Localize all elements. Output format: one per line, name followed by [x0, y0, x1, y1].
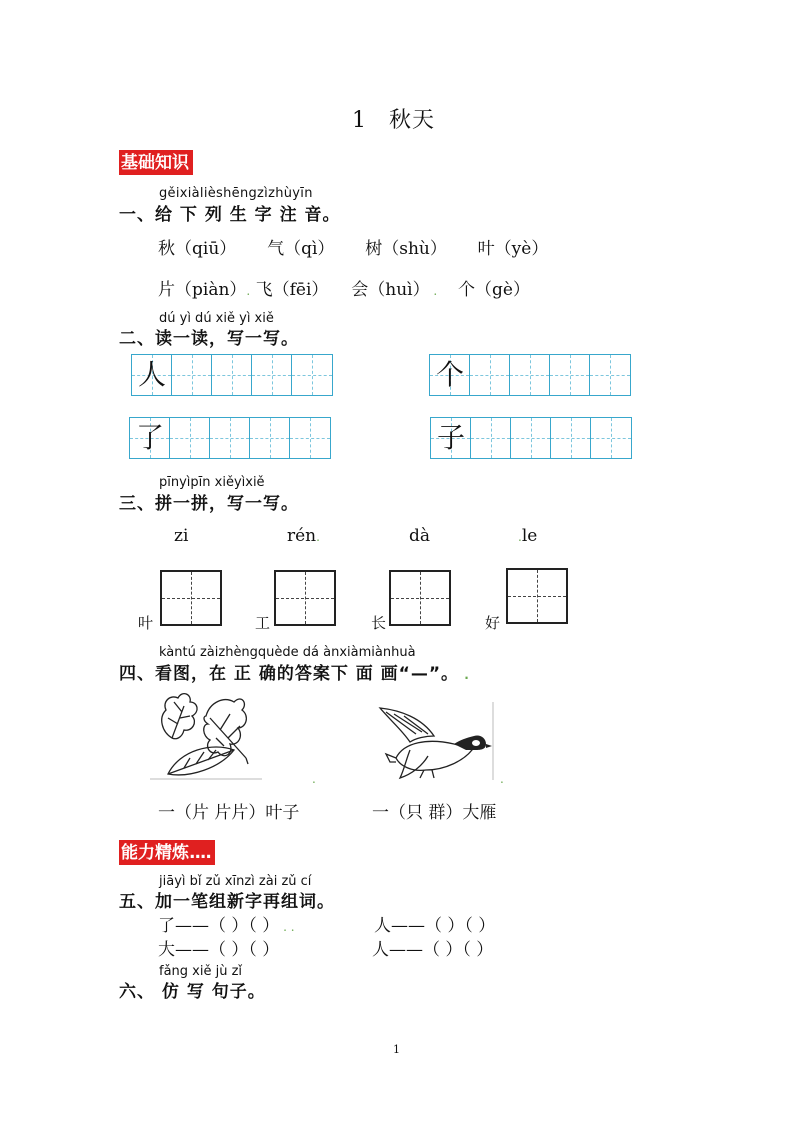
- q3-heading: 三、拼一拼，写一写。: [119, 494, 299, 514]
- write-box-3[interactable]: [389, 570, 451, 626]
- q6-pinyin: fǎng xiě jù zǐ: [159, 964, 243, 979]
- grid-char: 人: [137, 358, 166, 391]
- q3-pinyin-2: rén.: [287, 526, 320, 546]
- q5-row1-left: 了——（ ）（ ） . .: [158, 916, 295, 936]
- q5-row2-left: 大——（ ）（ ）: [158, 940, 280, 960]
- char-item: 气（qì）: [267, 239, 335, 259]
- q6-heading: 六、 仿 写 句子。: [119, 982, 266, 1002]
- q1-line2: [158, 275, 530, 300]
- q2-heading: 二、读一读，写一写。: [119, 329, 299, 349]
- section-tag-basic: 基础知识: [119, 150, 193, 175]
- edit-mark: .: [246, 284, 251, 298]
- edit-mark: .: [429, 284, 438, 298]
- char-item: 个（gè）: [458, 280, 530, 300]
- q3-char-2: 工: [255, 614, 271, 632]
- q1-line1: [158, 234, 548, 259]
- char-item: 片（piàn）: [158, 280, 247, 300]
- write-box-2[interactable]: [274, 570, 336, 626]
- grid-char: 个: [435, 358, 464, 391]
- q5-pinyin: jiāyì bǐ zǔ xīnzì zài zǔ cí: [159, 874, 312, 889]
- writing-grid-3[interactable]: [129, 417, 331, 459]
- char-item: 叶（yè）: [477, 239, 549, 259]
- lesson-title: 秋天: [389, 108, 436, 133]
- writing-grid-1[interactable]: [131, 354, 333, 396]
- q3-pinyin-1: zi: [174, 526, 189, 546]
- q4-caption-2: 一（只 群）大雁: [372, 803, 497, 823]
- leaves-icon: [150, 688, 262, 780]
- char-item: 秋（qiū）: [158, 239, 237, 259]
- grid-char: 了: [135, 421, 164, 454]
- section-tag-ability: 能力精炼....: [119, 840, 215, 865]
- q1-heading: 一、给 下 列 生 字 注 音。: [119, 205, 341, 225]
- edit-mark: .: [312, 772, 316, 786]
- write-box-1[interactable]: [160, 570, 222, 626]
- q4-pinyin: kàntú zàizhèngquède dá ànxiàmiànhuà: [159, 645, 416, 660]
- q3-pinyin-3: dà: [409, 526, 431, 546]
- write-box-4[interactable]: [506, 568, 568, 624]
- q5-row2-right: 人——（ ）（ ）: [372, 940, 494, 960]
- q1-pinyin: gěixiàlièshēngzìzhùyīn: [159, 186, 313, 201]
- q3-pinyin: pīnyìpīn xiěyìxiě: [159, 475, 265, 490]
- page-title: [352, 103, 435, 134]
- writing-grid-2[interactable]: [429, 354, 631, 396]
- char-item: 会（huì）: [351, 280, 430, 300]
- char-item: 树（shù）: [365, 239, 447, 259]
- q5-heading: 五、加一笔组新字再组词。: [119, 892, 335, 912]
- edit-mark: .: [500, 772, 504, 786]
- goose-icon: [376, 700, 494, 782]
- lesson-number: 1: [352, 108, 367, 133]
- page-number: 1: [393, 1043, 400, 1056]
- char-item: 飞（fēi）: [255, 280, 329, 300]
- q3-char-1: 叶: [138, 614, 154, 632]
- q3-char-4: 好: [485, 614, 501, 632]
- q3-char-3: 长: [371, 614, 387, 632]
- grid-char: 子: [436, 421, 465, 454]
- q5-row1-right: 人——（ ）（ ）: [374, 916, 496, 936]
- q4-heading: 四、看图，在 正 确的答案下 面 画“—”。 .: [119, 664, 470, 684]
- q4-caption-1: 一（片 片片）叶子: [158, 803, 300, 823]
- q2-pinyin: dú yì dú xiě yì xiě: [159, 311, 274, 326]
- q3-pinyin-4: .le: [518, 526, 538, 546]
- writing-grid-4[interactable]: [430, 417, 632, 459]
